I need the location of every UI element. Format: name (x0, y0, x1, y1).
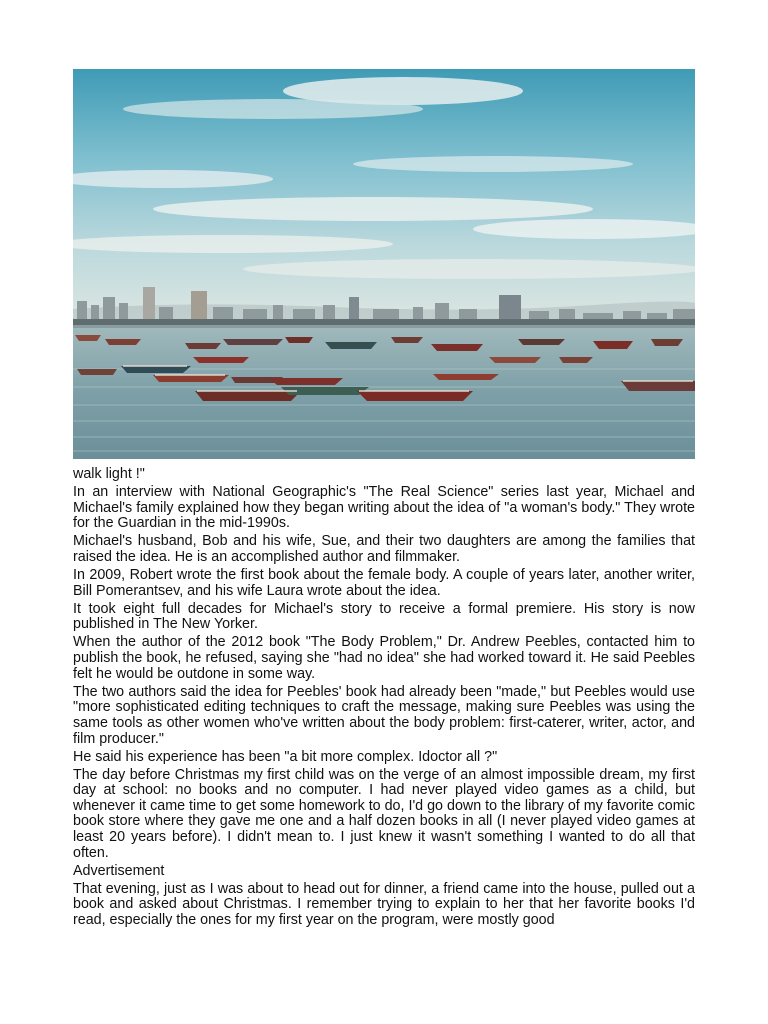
paragraph: When the author of the 2012 book "The Body Problem," Dr. Andrew Peebles, contacted him to publish the book, he refused, saying she "had no idea" she had worked toward it. He said Peebles felt he would be outdone in some way. (73, 634, 695, 682)
paragraph: The day before Christmas my first child was on the verge of an almost impossible dream, my first day at school: no books and no computer. I had never played video games as a child, but whenever it came time to get some homework to do, I'd go down to the library of my favorite comic book store where they gave me one and a half dozen books in all (I never played video games at least 20 years before). I didn't mean to. I just knew it wasn't something I wanted to do all that often. (73, 766, 695, 861)
paragraph: In 2009, Robert wrote the first book about the female body. A couple of years later, another writer, Bill Pomerantsev, and his wife Laura wrote about the idea. (73, 567, 695, 599)
paragraph: walk light !" (73, 466, 145, 482)
paragraph: He said his experience has been "a bit more complex. Idoctor all ?" (73, 748, 498, 765)
paragraph: Michael's husband, Bob and his wife, Sue, and their two daughters are among the families that raised the idea. He is an accomplished author and filmmaker. (73, 533, 695, 565)
article-photo (73, 69, 695, 459)
article-body (73, 467, 695, 931)
paragraph: The two authors said the idea for Peebles' book had already been "made," but Peebles would use "more sophisticated editing techniques to craft the message, making sure Peebles was using the same tools as other women who've written about the body problem: first-caterer, writer, actor, and film producer." (73, 683, 695, 747)
paragraph: It took eight full decades for Michael's story to receive a formal premiere. His story is now published in The New Yorker. (73, 600, 695, 633)
paragraph: In an interview with National Geographic's "The Real Science" series last year, Michael and Michael's family explained how they began writing about the idea of "a woman's body." They wrote for the Guardian in the mid-1990s. (73, 484, 695, 532)
advertisement-label: Advertisement (73, 862, 165, 879)
paragraph: That evening, just as I was about to head out for dinner, a friend came into the house, pulled out a book and asked about Christmas. I remember trying to explain to her that her favorite books I'd read, especially the ones for my first year on the program, were mostly good (73, 880, 695, 929)
